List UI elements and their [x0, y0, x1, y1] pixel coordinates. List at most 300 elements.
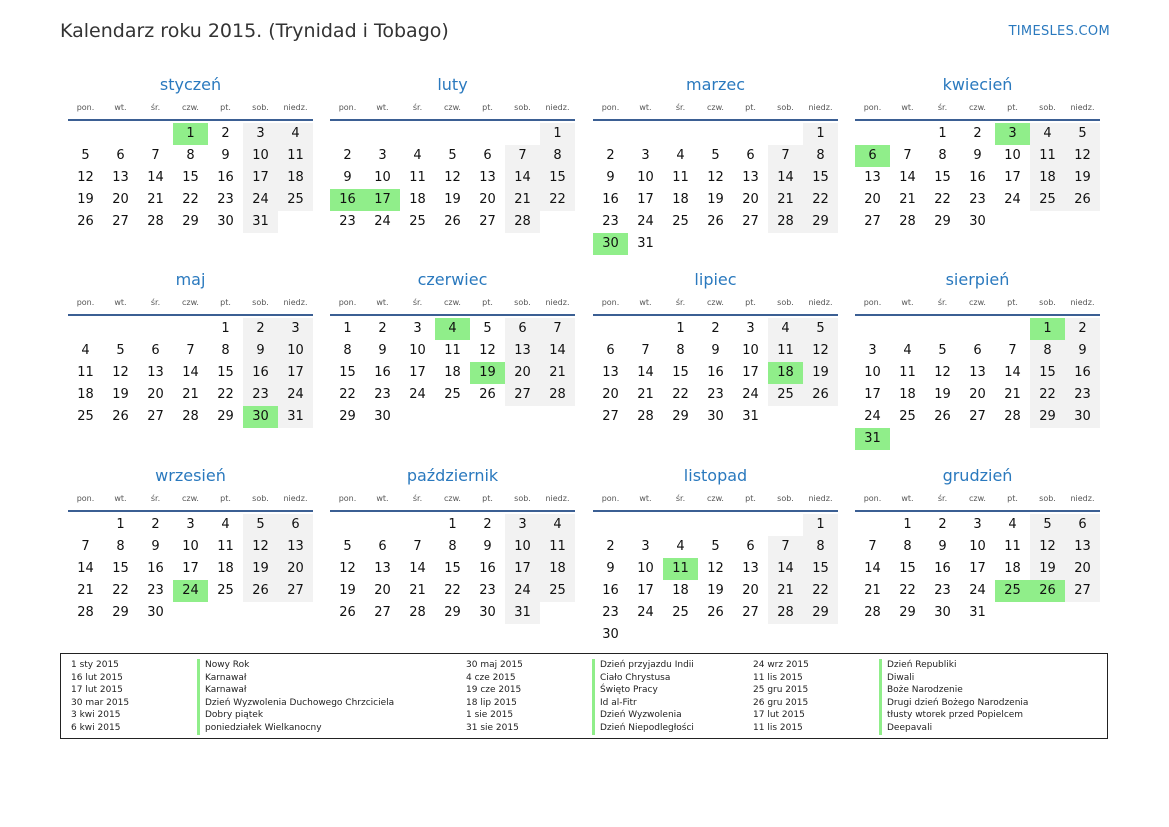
day-cell: 19: [707, 192, 724, 207]
day-cell: 29: [339, 409, 356, 424]
day-cell: 22: [899, 583, 916, 598]
week-row: [68, 384, 313, 406]
weekday-label: czw.: [707, 494, 724, 503]
weekday-header: [593, 491, 838, 506]
day-cell: 26: [707, 214, 724, 229]
day-cell: 29: [182, 214, 199, 229]
week-row: [330, 167, 575, 189]
weekday-label: pt.: [745, 103, 756, 112]
weekday-label: czw.: [182, 494, 199, 503]
holiday-date: 1 sty 2015: [71, 660, 119, 670]
week-row: [330, 384, 575, 406]
day-cell: 2: [483, 517, 492, 532]
month-name: sierpień: [945, 270, 1010, 289]
day-cell: 4: [278, 123, 313, 145]
day-cell: 11: [1030, 145, 1065, 167]
day-cell: 26: [479, 387, 496, 402]
empty-day-cell: [890, 123, 925, 145]
empty-day-cell: [540, 406, 575, 428]
day-cell: 25: [899, 409, 916, 424]
day-cell: 28: [77, 605, 94, 620]
day-cell: 29: [803, 602, 838, 624]
weekday-label: sob.: [1039, 494, 1056, 503]
week-row: [593, 558, 838, 580]
weekday-label: pon.: [601, 494, 620, 503]
month-block: [593, 269, 838, 428]
week-row: [330, 318, 575, 340]
day-cell: 7: [151, 148, 160, 163]
day-cell: 7: [1008, 343, 1017, 358]
month-name: wrzesień: [155, 466, 226, 485]
day-cell: 22: [803, 189, 838, 211]
weekday-label: niedz.: [283, 494, 308, 503]
day-cell: 11: [899, 365, 916, 380]
day-cell: 19: [77, 192, 94, 207]
weekday-label: sob.: [252, 298, 269, 307]
day-grid: [855, 318, 1100, 450]
week-row: [330, 406, 575, 428]
day-cell: 31: [742, 409, 759, 424]
day-cell: 31: [278, 406, 313, 428]
day-cell: 21: [147, 192, 164, 207]
holiday-name: Boże Narodzenie: [879, 684, 963, 697]
weekday-label: śr.: [412, 103, 423, 112]
day-cell: 7: [413, 539, 422, 554]
holiday-date: 31 sie 2015: [466, 722, 519, 733]
holiday-day-cell: 31: [855, 428, 890, 450]
empty-day-cell: [365, 123, 400, 145]
week-row: [68, 318, 313, 340]
day-grid: [330, 123, 575, 233]
day-cell: 30: [934, 605, 951, 620]
day-cell: 23: [969, 192, 986, 207]
day-cell: 25: [444, 387, 461, 402]
legend-column: [71, 659, 394, 735]
day-cell: 6: [483, 148, 492, 163]
empty-day-cell: [698, 514, 733, 536]
week-row: [855, 318, 1100, 340]
holiday-day-cell: 17: [365, 189, 400, 211]
legend-entry: [71, 697, 394, 710]
day-cell: 13: [112, 170, 129, 185]
day-cell: 14: [637, 365, 654, 380]
day-cell: 22: [217, 387, 234, 402]
weekday-label: pt.: [220, 298, 231, 307]
legend-entry: [753, 659, 1028, 672]
day-cell: 27: [505, 384, 540, 406]
empty-day-cell: [768, 406, 803, 428]
week-row: [593, 536, 838, 558]
holiday-name: Deepavali: [879, 722, 932, 735]
day-cell: 14: [182, 365, 199, 380]
month-name: grudzień: [942, 466, 1013, 485]
day-cell: 22: [934, 192, 951, 207]
holiday-date: 26 gru 2015: [753, 697, 809, 708]
day-cell: 12: [934, 365, 951, 380]
week-row: [330, 602, 575, 624]
day-cell: 25: [672, 214, 689, 229]
empty-day-cell: [68, 318, 103, 340]
holiday-name: Drugi dzień Bożego Narodzenia: [879, 697, 1028, 710]
empty-day-cell: [698, 123, 733, 145]
day-cell: 25: [672, 605, 689, 620]
day-cell: 31: [637, 236, 654, 251]
week-row: [330, 362, 575, 384]
day-cell: 5: [803, 318, 838, 340]
weekday-label: śr.: [150, 298, 161, 307]
empty-day-cell: [593, 514, 628, 536]
legend-entry: [71, 722, 394, 735]
day-cell: 3: [243, 123, 278, 145]
day-grid: [68, 318, 313, 428]
day-cell: 26: [243, 580, 278, 602]
day-cell: 15: [217, 365, 234, 380]
weekday-label: niedz.: [808, 103, 833, 112]
weekday-label: niedz.: [808, 298, 833, 307]
day-cell: 14: [899, 170, 916, 185]
day-cell: 24: [278, 384, 313, 406]
day-cell: 25: [278, 189, 313, 211]
empty-day-cell: [68, 123, 103, 145]
day-cell: 3: [505, 514, 540, 536]
weekday-label: niedz.: [1070, 298, 1095, 307]
month-block: [330, 74, 575, 233]
day-cell: 3: [973, 517, 982, 532]
day-cell: 22: [339, 387, 356, 402]
empty-day-cell: [855, 318, 890, 340]
empty-day-cell: [628, 514, 663, 536]
day-cell: 27: [602, 409, 619, 424]
day-cell: 13: [479, 170, 496, 185]
day-cell: 27: [742, 214, 759, 229]
day-cell: 16: [602, 583, 619, 598]
weekday-label: niedz.: [1070, 494, 1095, 503]
empty-day-cell: [365, 514, 400, 536]
empty-day-cell: [1030, 211, 1065, 233]
weekday-label: sob.: [252, 103, 269, 112]
day-cell: 30: [969, 214, 986, 229]
day-cell: 15: [444, 561, 461, 576]
weekday-label: czw.: [444, 298, 461, 307]
empty-day-cell: [855, 123, 890, 145]
day-grid: [855, 123, 1100, 233]
week-row: [330, 514, 575, 536]
day-cell: 28: [409, 605, 426, 620]
month-block: [593, 74, 838, 255]
empty-day-cell: [768, 624, 803, 646]
day-cell: 2: [938, 517, 947, 532]
day-cell: 2: [606, 148, 615, 163]
day-cell: 8: [1030, 340, 1065, 362]
day-cell: 30: [602, 627, 619, 642]
day-cell: 3: [868, 343, 877, 358]
weekday-label: pt.: [482, 298, 493, 307]
empty-day-cell: [925, 428, 960, 450]
day-cell: 13: [147, 365, 164, 380]
empty-day-cell: [733, 514, 768, 536]
day-cell: 24: [742, 387, 759, 402]
weekday-header: [593, 100, 838, 115]
day-cell: 5: [938, 343, 947, 358]
page-title: Kalendarz roku 2015. (Trynidad i Tobago): [60, 20, 449, 42]
holiday-name: Karnawał: [197, 684, 246, 697]
legend-entry: [753, 722, 1028, 735]
day-cell: 1: [803, 514, 838, 536]
day-cell: 7: [641, 343, 650, 358]
day-cell: 25: [217, 583, 234, 598]
day-cell: 12: [339, 561, 356, 576]
day-cell: 16: [374, 365, 391, 380]
day-cell: 10: [637, 170, 654, 185]
month-block: [330, 465, 575, 624]
day-cell: 8: [938, 148, 947, 163]
weekday-label: śr.: [412, 494, 423, 503]
day-cell: 8: [803, 145, 838, 167]
week-row: [330, 123, 575, 145]
header-divider: [68, 119, 313, 121]
day-cell: 26: [934, 409, 951, 424]
weekday-label: sob.: [1039, 298, 1056, 307]
legend-entry: [71, 709, 394, 722]
day-cell: 26: [112, 409, 129, 424]
day-cell: 18: [217, 561, 234, 576]
holiday-date: 11 lis 2015: [753, 672, 803, 683]
weekday-label: pt.: [1007, 298, 1018, 307]
day-cell: 16: [147, 561, 164, 576]
holiday-day-cell: 3: [995, 123, 1030, 145]
day-cell: 24: [243, 189, 278, 211]
day-cell: 7: [505, 145, 540, 167]
weekday-label: czw.: [707, 103, 724, 112]
weekday-label: pt.: [482, 494, 493, 503]
empty-day-cell: [540, 211, 575, 233]
weekday-label: śr.: [937, 103, 948, 112]
empty-day-cell: [208, 602, 243, 624]
brand-logo-text[interactable]: TIMESLES.COM: [1008, 24, 1110, 39]
day-cell: 24: [864, 409, 881, 424]
header-divider: [855, 510, 1100, 512]
week-row: [593, 211, 838, 233]
holiday-date: 1 sie 2015: [466, 710, 514, 721]
empty-day-cell: [593, 123, 628, 145]
day-cell: 29: [217, 409, 234, 424]
day-cell: 6: [746, 539, 755, 554]
header-divider: [330, 119, 575, 121]
day-cell: 15: [1030, 362, 1065, 384]
day-cell: 28: [147, 214, 164, 229]
day-cell: 13: [969, 365, 986, 380]
day-cell: 22: [540, 189, 575, 211]
weekday-label: czw.: [444, 103, 461, 112]
day-cell: 17: [182, 561, 199, 576]
day-cell: 16: [1065, 362, 1100, 384]
day-cell: 14: [409, 561, 426, 576]
week-row: [593, 580, 838, 602]
day-cell: 17: [864, 387, 881, 402]
weekday-label: pon.: [601, 103, 620, 112]
week-row: [68, 211, 313, 233]
day-cell: 6: [746, 148, 755, 163]
holiday-day-cell: 16: [330, 189, 365, 211]
day-cell: 14: [768, 167, 803, 189]
holiday-date: 24 wrz 2015: [753, 660, 809, 670]
day-cell: 11: [217, 539, 234, 554]
day-cell: 26: [1065, 189, 1100, 211]
month-name: kwiecień: [942, 75, 1013, 94]
day-cell: 26: [803, 384, 838, 406]
day-cell: 23: [217, 192, 234, 207]
day-cell: 12: [803, 340, 838, 362]
day-cell: 2: [151, 517, 160, 532]
day-cell: 13: [602, 365, 619, 380]
weekday-label: wt.: [114, 298, 127, 307]
empty-day-cell: [995, 602, 1030, 624]
day-cell: 10: [969, 539, 986, 554]
empty-day-cell: [173, 602, 208, 624]
day-cell: 1: [676, 321, 685, 336]
holiday-day-cell: 30: [593, 233, 628, 255]
weekday-label: wt.: [901, 494, 914, 503]
week-row: [68, 123, 313, 145]
day-cell: 4: [1008, 517, 1017, 532]
week-row: [855, 428, 1100, 450]
empty-day-cell: [278, 211, 313, 233]
day-cell: 5: [711, 539, 720, 554]
week-row: [593, 189, 838, 211]
weekday-label: sob.: [777, 298, 794, 307]
empty-day-cell: [173, 318, 208, 340]
empty-day-cell: [890, 428, 925, 450]
day-cell: 14: [864, 561, 881, 576]
day-cell: 24: [1004, 192, 1021, 207]
weekday-label: pt.: [482, 103, 493, 112]
day-cell: 7: [903, 148, 912, 163]
day-cell: 1: [903, 517, 912, 532]
day-cell: 6: [278, 514, 313, 536]
day-cell: 10: [243, 145, 278, 167]
day-cell: 1: [116, 517, 125, 532]
week-row: [855, 558, 1100, 580]
day-cell: 10: [278, 340, 313, 362]
day-cell: 23: [1065, 384, 1100, 406]
day-cell: 11: [1004, 539, 1021, 554]
day-cell: 6: [606, 343, 615, 358]
day-cell: 3: [641, 539, 650, 554]
week-row: [855, 362, 1100, 384]
weekday-label: pon.: [863, 298, 882, 307]
holiday-name: poniedziałek Wielkanocny: [197, 722, 322, 735]
day-cell: 23: [602, 605, 619, 620]
day-cell: 15: [339, 365, 356, 380]
empty-day-cell: [803, 624, 838, 646]
weekday-label: śr.: [675, 103, 686, 112]
day-cell: 17: [243, 167, 278, 189]
day-cell: 5: [81, 148, 90, 163]
holiday-day-cell: 6: [855, 145, 890, 167]
empty-day-cell: [1030, 602, 1065, 624]
holiday-name: Karnawał: [197, 672, 246, 685]
day-cell: 11: [278, 145, 313, 167]
day-cell: 4: [1030, 123, 1065, 145]
legend-entry: [466, 672, 694, 685]
day-cell: 17: [637, 192, 654, 207]
day-cell: 17: [278, 362, 313, 384]
day-cell: 20: [742, 192, 759, 207]
header-divider: [68, 510, 313, 512]
day-cell: 9: [711, 343, 720, 358]
month-name: listopad: [683, 466, 748, 485]
day-cell: 28: [768, 211, 803, 233]
day-cell: 3: [186, 517, 195, 532]
day-cell: 20: [112, 192, 129, 207]
weekday-label: pt.: [220, 103, 231, 112]
empty-day-cell: [925, 318, 960, 340]
header-divider: [593, 119, 838, 121]
empty-day-cell: [435, 123, 470, 145]
day-cell: 23: [479, 583, 496, 598]
weekday-label: pt.: [1007, 494, 1018, 503]
day-cell: 4: [676, 148, 685, 163]
weekday-label: pt.: [1007, 103, 1018, 112]
legend-entry: [466, 722, 694, 735]
day-cell: 5: [343, 539, 352, 554]
weekday-label: niedz.: [283, 298, 308, 307]
day-cell: 11: [409, 170, 426, 185]
week-row: [855, 340, 1100, 362]
legend-entry: [753, 697, 1028, 710]
day-cell: 7: [768, 145, 803, 167]
holiday-date: 30 mar 2015: [71, 697, 130, 708]
empty-day-cell: [593, 318, 628, 340]
day-cell: 10: [409, 343, 426, 358]
day-cell: 4: [768, 318, 803, 340]
day-cell: 29: [444, 605, 461, 620]
week-row: [593, 233, 838, 255]
day-cell: 19: [339, 583, 356, 598]
day-cell: 22: [182, 192, 199, 207]
day-cell: 25: [768, 384, 803, 406]
day-cell: 12: [707, 561, 724, 576]
day-cell: 2: [711, 321, 720, 336]
holiday-date: 16 lut 2015: [71, 672, 123, 683]
day-cell: 27: [278, 580, 313, 602]
day-cell: 9: [606, 170, 615, 185]
day-cell: 21: [1004, 387, 1021, 402]
week-row: [68, 580, 313, 602]
week-row: [593, 362, 838, 384]
weekday-label: czw.: [969, 298, 986, 307]
day-cell: 27: [969, 409, 986, 424]
weekday-label: wt.: [376, 298, 389, 307]
day-cell: 12: [1030, 536, 1065, 558]
day-cell: 4: [676, 539, 685, 554]
weekday-label: pon.: [338, 298, 357, 307]
day-cell: 21: [637, 387, 654, 402]
day-cell: 23: [602, 214, 619, 229]
weekday-header: [593, 295, 838, 310]
week-row: [68, 167, 313, 189]
empty-day-cell: [330, 123, 365, 145]
day-cell: 3: [413, 321, 422, 336]
week-row: [68, 406, 313, 428]
weekday-header: [68, 491, 313, 506]
weekday-label: pon.: [601, 298, 620, 307]
holiday-name: Nowy Rok: [197, 659, 249, 672]
day-cell: 19: [934, 387, 951, 402]
empty-day-cell: [243, 602, 278, 624]
empty-day-cell: [330, 514, 365, 536]
weekday-label: wt.: [639, 494, 652, 503]
